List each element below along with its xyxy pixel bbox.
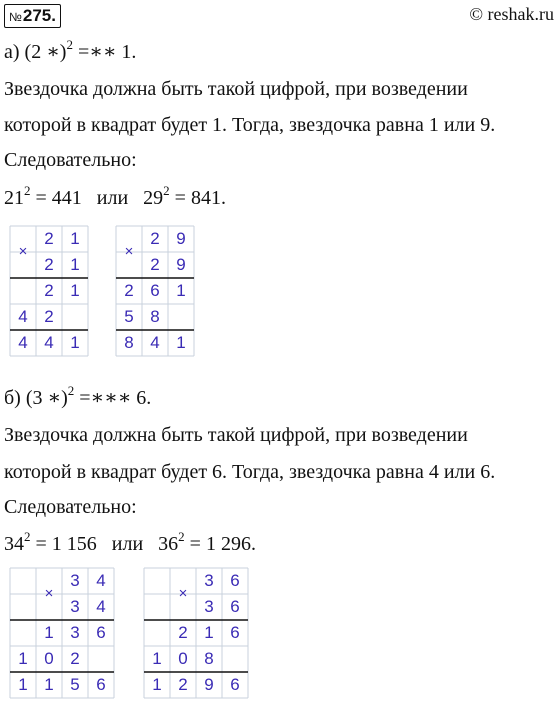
part-a-result-left-exp: 2 — [24, 183, 31, 199]
grid-digit: 6 — [96, 623, 106, 642]
grid-digit: 6 — [230, 623, 240, 642]
grid-digit: 1 — [70, 229, 80, 248]
number-sign: № — [9, 10, 22, 24]
grid-digit: 9 — [176, 229, 186, 248]
grid-digit: 4 — [44, 333, 54, 352]
grid-b2 — [144, 568, 248, 698]
grid-digit: 1 — [176, 281, 186, 300]
problem-number-badge — [4, 4, 61, 28]
grid-digit: 4 — [96, 597, 106, 616]
grid-digit: 1 — [44, 675, 54, 694]
grid-digit: 2 — [70, 649, 80, 668]
part-a-result-left: 21 — [4, 187, 24, 209]
grid-digit: 9 — [176, 255, 186, 274]
grid-digit: 4 — [96, 571, 106, 590]
grid-digit: 3 — [204, 571, 214, 590]
grid-digit: 2 — [150, 229, 160, 248]
grid-digit: 8 — [124, 333, 134, 352]
grid-digit: 3 — [70, 571, 80, 590]
grid-a2 — [116, 226, 194, 356]
multiply-sign: × — [178, 585, 188, 602]
grid-digit: 2 — [44, 255, 54, 274]
part-b-therefore: Следовательно: — [4, 496, 137, 518]
multiply-sign: × — [124, 243, 134, 260]
grid-digit: 2 — [178, 675, 188, 694]
part-a-statement — [4, 37, 137, 64]
part-b-line2: которой в квадрат будет 6. Тогда, звездочка равна 4 или 6. — [4, 461, 496, 483]
grid-digit: 1 — [152, 649, 162, 668]
part-b-line1: Звездочка должна быть такой цифрой, при возведении — [4, 424, 468, 446]
grid-digit: 6 — [230, 571, 240, 590]
multiply-sign: × — [44, 585, 54, 602]
part-b-statement — [4, 383, 152, 410]
part-b-result-left-exp: 2 — [24, 529, 31, 545]
part-b-result-right: = 1 296. — [184, 533, 256, 555]
part-a-result-mid: = 441 или 29 — [30, 187, 164, 209]
grid-digit: 5 — [124, 307, 134, 326]
grid-digit: 1 — [152, 675, 162, 694]
part-a-therefore: Следовательно: — [4, 149, 137, 171]
grid-b1 — [10, 568, 114, 698]
grid-digit: 8 — [204, 649, 214, 668]
grid-digit: 0 — [44, 649, 54, 668]
grid-digit: 6 — [230, 597, 240, 616]
part-a-exponent: 2 — [66, 37, 73, 53]
grid-digit: 2 — [44, 229, 54, 248]
part-b-result-left: 34 — [4, 533, 24, 555]
part-b-label: б) (3 ∗) — [4, 387, 68, 409]
part-a-rest: =∗∗ 1. — [72, 41, 137, 63]
part-b-rest: =∗∗∗ 6. — [74, 387, 152, 409]
part-a-line2: которой в квадрат будет 1. Тогда, звездочка равна 1 или 9. — [4, 114, 496, 136]
grid-digit: 2 — [124, 281, 134, 300]
grid-digit: 4 — [18, 333, 28, 352]
grid-digit: 2 — [44, 281, 54, 300]
grid-digit: 2 — [178, 623, 188, 642]
grid-digit: 3 — [204, 597, 214, 616]
site-credit: © reshak.ru — [469, 4, 554, 24]
part-b-result-mid: = 1 156 или 36 — [30, 533, 179, 555]
grid-digit: 4 — [18, 307, 28, 326]
grid-digit: 1 — [70, 333, 80, 352]
grid-digit: 1 — [70, 255, 80, 274]
grid-digit: 4 — [150, 333, 160, 352]
part-b-exponent: 2 — [67, 383, 75, 399]
part-a-result-right: = 841. — [169, 187, 226, 209]
grid-digit: 1 — [70, 281, 80, 300]
grid-digit: 1 — [18, 675, 28, 694]
part-a-result — [4, 183, 226, 210]
part-b-result-right-exp: 2 — [178, 529, 185, 545]
grid-digit: 3 — [70, 623, 80, 642]
problem-number: 275. — [22, 6, 56, 25]
part-a-result-right-exp: 2 — [163, 183, 170, 199]
grid-a1 — [10, 226, 88, 356]
multiply-sign: × — [18, 243, 28, 260]
grid-digit: 8 — [150, 307, 160, 326]
grid-digit: 1 — [176, 333, 186, 352]
grid-digit: 0 — [178, 649, 188, 668]
grid-digit: 6 — [230, 675, 240, 694]
grid-digit: 5 — [70, 675, 80, 694]
grid-digit: 1 — [204, 623, 214, 642]
grid-digit: 2 — [150, 255, 160, 274]
grid-digit: 1 — [18, 649, 28, 668]
grid-digit: 6 — [150, 281, 160, 300]
grid-digit: 9 — [204, 675, 214, 694]
part-b-result — [4, 529, 256, 556]
part-a-line1: Звездочка должна быть такой цифрой, при возведении — [4, 78, 468, 100]
grid-digit: 1 — [44, 623, 54, 642]
grid-digit: 3 — [70, 597, 80, 616]
grid-digit: 6 — [96, 675, 106, 694]
grid-digit: 2 — [44, 307, 54, 326]
part-a-label: а) (2 ∗) — [4, 41, 67, 63]
